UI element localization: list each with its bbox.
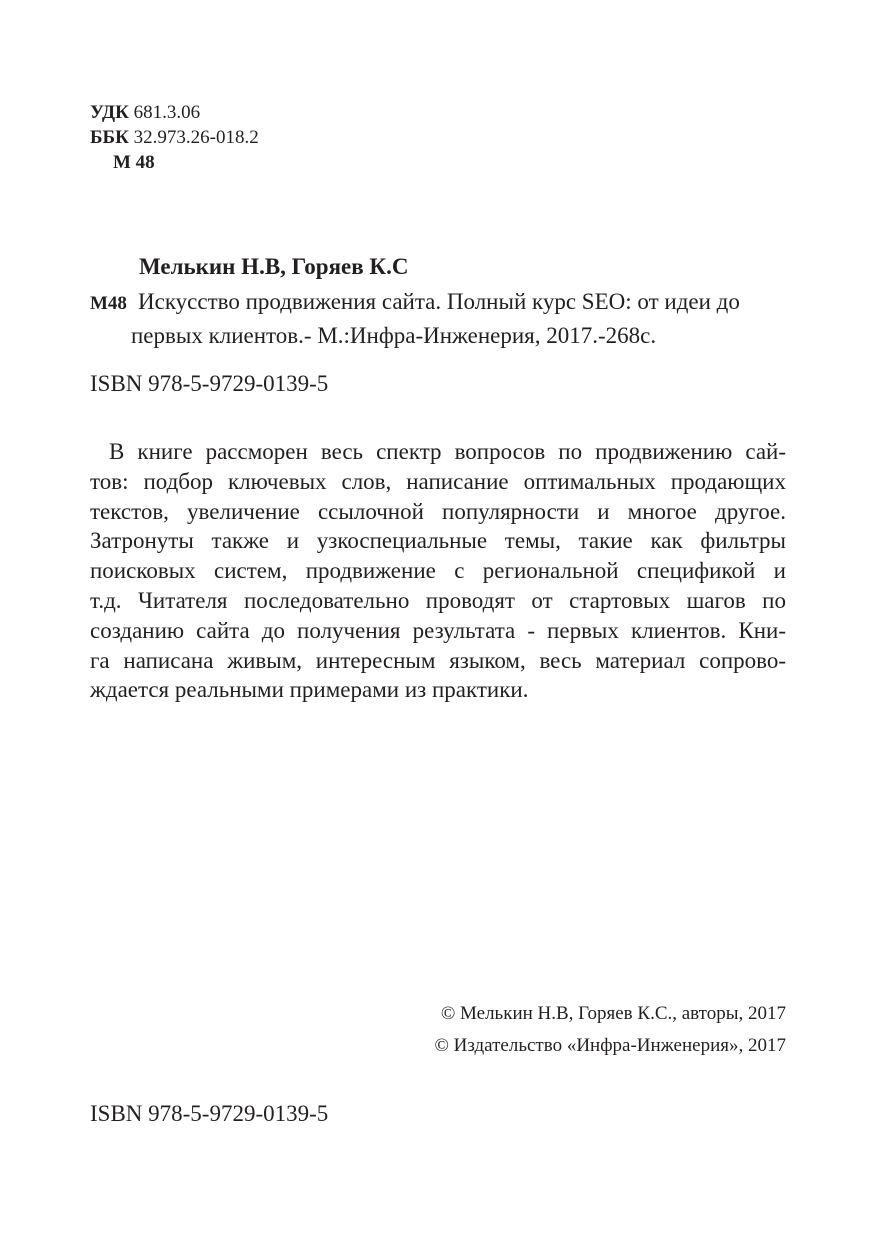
- bbk-label: ББК: [90, 127, 129, 148]
- abstract-paragraph: [90, 437, 786, 705]
- abstract-line: т.д. Читателя последовательно проводят от стартовых шагов по: [90, 587, 786, 613]
- abstract-line: текстов, увеличение ссылочной популярности и многое другое.: [90, 498, 786, 524]
- bbk-row: [90, 125, 259, 150]
- bibliographic-line-2: первых клиентов.- М.:Инфра-Инженерия, 2017.-268с.: [131, 323, 657, 348]
- abstract-line: В книге рассморен весь спектр вопросов по продвижению сай-: [109, 439, 786, 464]
- bibliographic-line-1: [90, 286, 790, 320]
- bibliographic-title: Искусство продвижения сайта. Полный курс SEO: от идеи до: [138, 289, 740, 314]
- abstract-line: ждается реальными примерами из практики.: [90, 677, 529, 703]
- isbn-top: ISBN 978-5-9729-0139-5: [90, 371, 329, 396]
- copyright-block: [434, 998, 786, 1062]
- bibliographic-record: [90, 286, 790, 352]
- abstract-line: поисковых систем, продвижение с региональной спецификой и: [90, 558, 786, 584]
- copyright-publisher: © Издательство «Инфра-Инженерия», 2017: [434, 1035, 786, 1056]
- author-mark: М 48: [113, 152, 155, 173]
- author-mark-code: М48: [90, 293, 127, 314]
- copyright-authors: © Мелькин Н.В, Горяев К.С., авторы, 2017: [440, 1003, 786, 1024]
- udk-label: УДК: [90, 102, 129, 123]
- authors-heading: Мелькин Н.В, Горяев К.С: [139, 254, 409, 279]
- bbk-value: 32.973.26-018.2: [133, 127, 259, 148]
- abstract-line: тов: подбор ключевых слов, написание оптимальных продающих: [90, 468, 786, 494]
- abstract-line: Затронуты также и узкоспециальные темы, такие как фильтры: [90, 528, 786, 554]
- udk-row: [90, 100, 259, 125]
- abstract-line: созданию сайта до получения результата - первых клиентов. Кни-: [90, 617, 786, 643]
- classification-block: [90, 100, 259, 175]
- udk-value: 681.3.06: [133, 102, 201, 123]
- isbn-bottom: ISBN 978-5-9729-0139-5: [90, 1101, 329, 1126]
- abstract-line: га написана живым, интересным языком, весь материал сопрово-: [90, 647, 786, 673]
